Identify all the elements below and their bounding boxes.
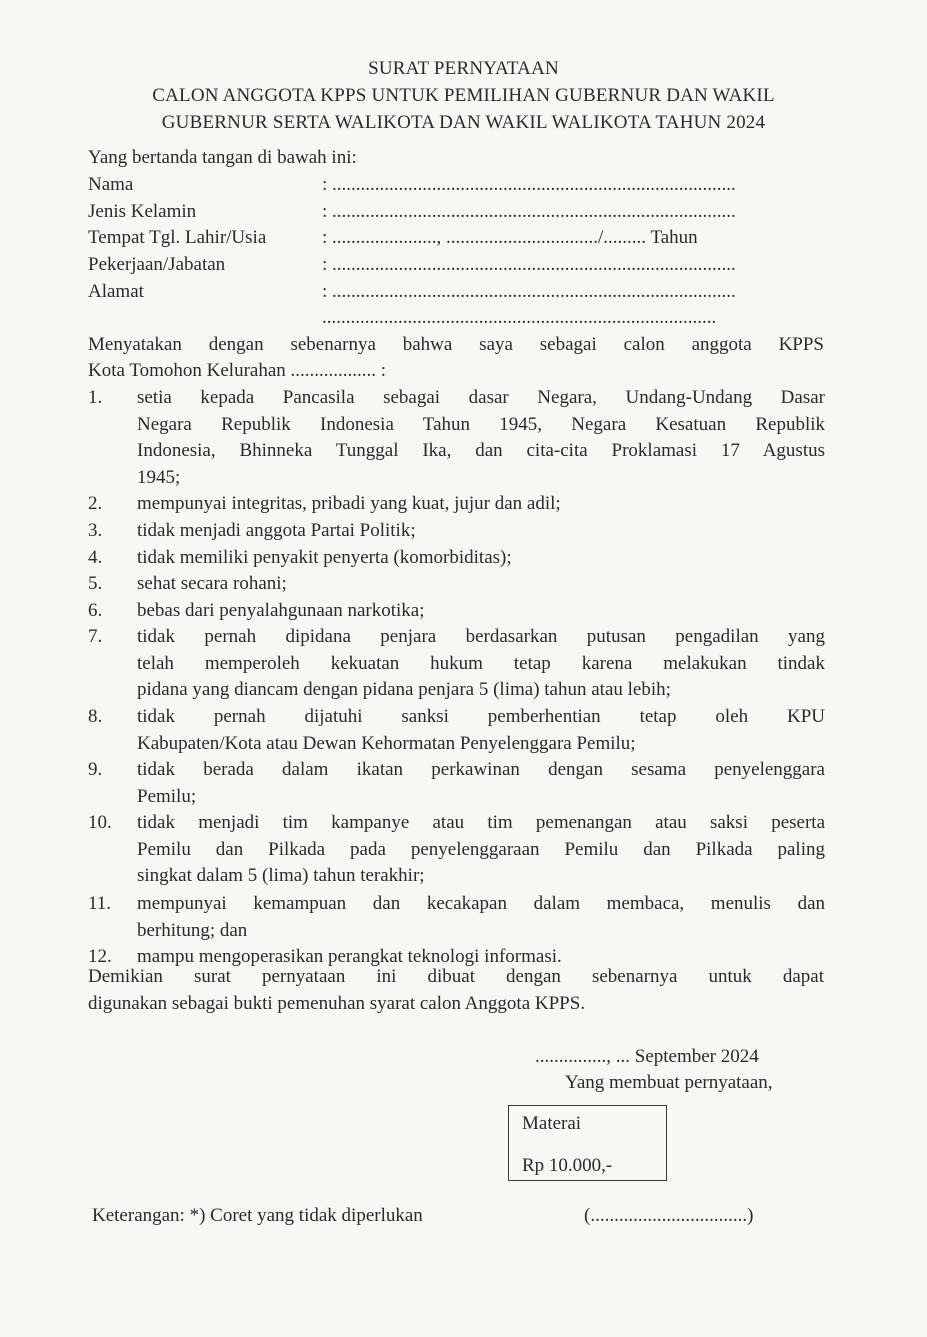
document-subtitle-line2: GUBERNUR SERTA WALIKOTA DAN WAKIL WALIKOTA TAHUN 2024	[161, 112, 766, 133]
list-item-number: 5.	[88, 573, 103, 594]
list-item-number: 3.	[88, 520, 103, 541]
list-item-line: telah memperoleh kekuatan hukum tetap karena melakukan tindak	[137, 652, 825, 674]
list-item-line: berhitung; dan	[137, 919, 248, 941]
list-item-line: Pemilu;	[137, 785, 197, 807]
list-item-line: tidak pernah dipidana penjara berdasarkan putusan pengadilan yang	[137, 626, 825, 647]
list-item-line: mempunyai kemampuan dan kecakapan dalam membaca, menulis dan	[137, 893, 825, 914]
list-item-number: 9.	[88, 759, 103, 780]
field-value-nama[interactable]: : .....................................................................................	[322, 174, 736, 195]
field-value-alamat-cont[interactable]: ...................................................................................	[322, 307, 717, 328]
field-label-jenis-kelamin: Jenis Kelamin	[88, 201, 197, 222]
list-item-line: Pemilu dan Pilkada pada penyelenggaraan Pemilu dan Pilkada paling	[137, 838, 825, 860]
list-item-number: 2.	[88, 493, 103, 514]
list-item-line: mempunyai integritas, pribadi yang kuat, jujur dan adil;	[137, 493, 561, 514]
document-title: SURAT PERNYATAAN	[368, 58, 559, 79]
list-item-number: 1.	[88, 387, 103, 408]
list-item-line: 1945;	[137, 466, 181, 488]
list-item-line: singkat dalam 5 (lima) tahun terakhir;	[137, 865, 425, 887]
list-item-line: tidak berada dalam ikatan perkawinan dengan sesama penyelenggara	[137, 759, 825, 780]
list-item-number: 6.	[88, 600, 103, 621]
list-item-line: sehat secara rohani;	[137, 573, 287, 594]
list-item-number: 12.	[88, 946, 112, 967]
field-value-jenis-kelamin[interactable]: : .....................................................................................	[322, 201, 736, 222]
field-value-alamat[interactable]: : .....................................................................................	[322, 281, 736, 302]
document-subtitle-line1: CALON ANGGOTA KPPS UNTUK PEMILIHAN GUBERNUR DAN WAKIL	[152, 85, 775, 106]
list-item-line: tidak pernah dijatuhi sanksi pemberhentian tetap oleh KPU	[137, 706, 825, 727]
list-item-number: 10.	[88, 812, 112, 833]
list-item-line: bebas dari penyalahgunaan narkotika;	[137, 600, 425, 621]
field-value-tempat-tgl-lahir[interactable]: : ......................, ................................/......... Tahun	[322, 227, 698, 248]
list-item-line: pidana yang diancam dengan pidana penjara 5 (lima) tahun atau lebih;	[137, 679, 671, 701]
list-item-number: 4.	[88, 547, 103, 568]
list-item-line: Negara Republik Indonesia Tahun 1945, Negara Kesatuan Republik	[137, 413, 825, 435]
list-item-number: 8.	[88, 706, 103, 727]
closing-line2: digunakan sebagai bukti pemenuhan syarat calon Anggota KPPS.	[88, 993, 586, 1014]
list-item-number: 11.	[88, 893, 112, 914]
field-label-pekerjaan: Pekerjaan/Jabatan	[88, 254, 226, 275]
list-item-line: tidak menjadi anggota Partai Politik;	[137, 520, 416, 541]
signature-name-placeholder[interactable]: (.................................)	[584, 1205, 754, 1226]
signature-maker-label: Yang membuat pernyataan,	[565, 1072, 773, 1093]
list-item-line: Kabupaten/Kota atau Dewan Kehormatan Penyelenggara Pemilu;	[137, 732, 636, 754]
field-label-alamat: Alamat	[88, 281, 144, 302]
list-item-number: 7.	[88, 626, 103, 647]
list-item-line: setia kepada Pancasila sebagai dasar Negara, Undang-Undang Dasar	[137, 387, 825, 408]
stamp-label: Materai	[522, 1113, 582, 1134]
stamp-value: Rp 10.000,-	[522, 1155, 613, 1176]
note-text: Keterangan: *) Coret yang tidak diperlukan	[92, 1205, 423, 1226]
field-label-nama: Nama	[88, 174, 134, 195]
list-item-line: tidak menjadi tim kampanye atau tim pemenangan atau saksi peserta	[137, 812, 825, 833]
field-label-tempat-tgl-lahir: Tempat Tgl. Lahir/Usia	[88, 227, 267, 248]
list-item-line: tidak memiliki penyakit penyerta (komorbiditas);	[137, 547, 512, 568]
list-item-line: Indonesia, Bhinneka Tunggal Ika, dan cita-cita Proklamasi 17 Agustus	[137, 440, 825, 462]
field-value-pekerjaan[interactable]: : .....................................................................................	[322, 254, 736, 275]
statement-line2: Kota Tomohon Kelurahan .................. :	[88, 360, 387, 381]
intro-text: Yang bertanda tangan di bawah ini:	[88, 147, 357, 168]
stamp-box	[508, 1105, 667, 1181]
statement-line1: Menyatakan dengan sebenarnya bahwa saya sebagai calon anggota KPPS	[88, 334, 824, 355]
place-date: ..............., ... September 2024	[535, 1046, 759, 1067]
list-item-line: mampu mengoperasikan perangkat teknologi informasi.	[137, 946, 562, 967]
closing-line1: Demikian surat pernyataan ini dibuat dengan sebenarnya untuk dapat	[88, 966, 824, 987]
